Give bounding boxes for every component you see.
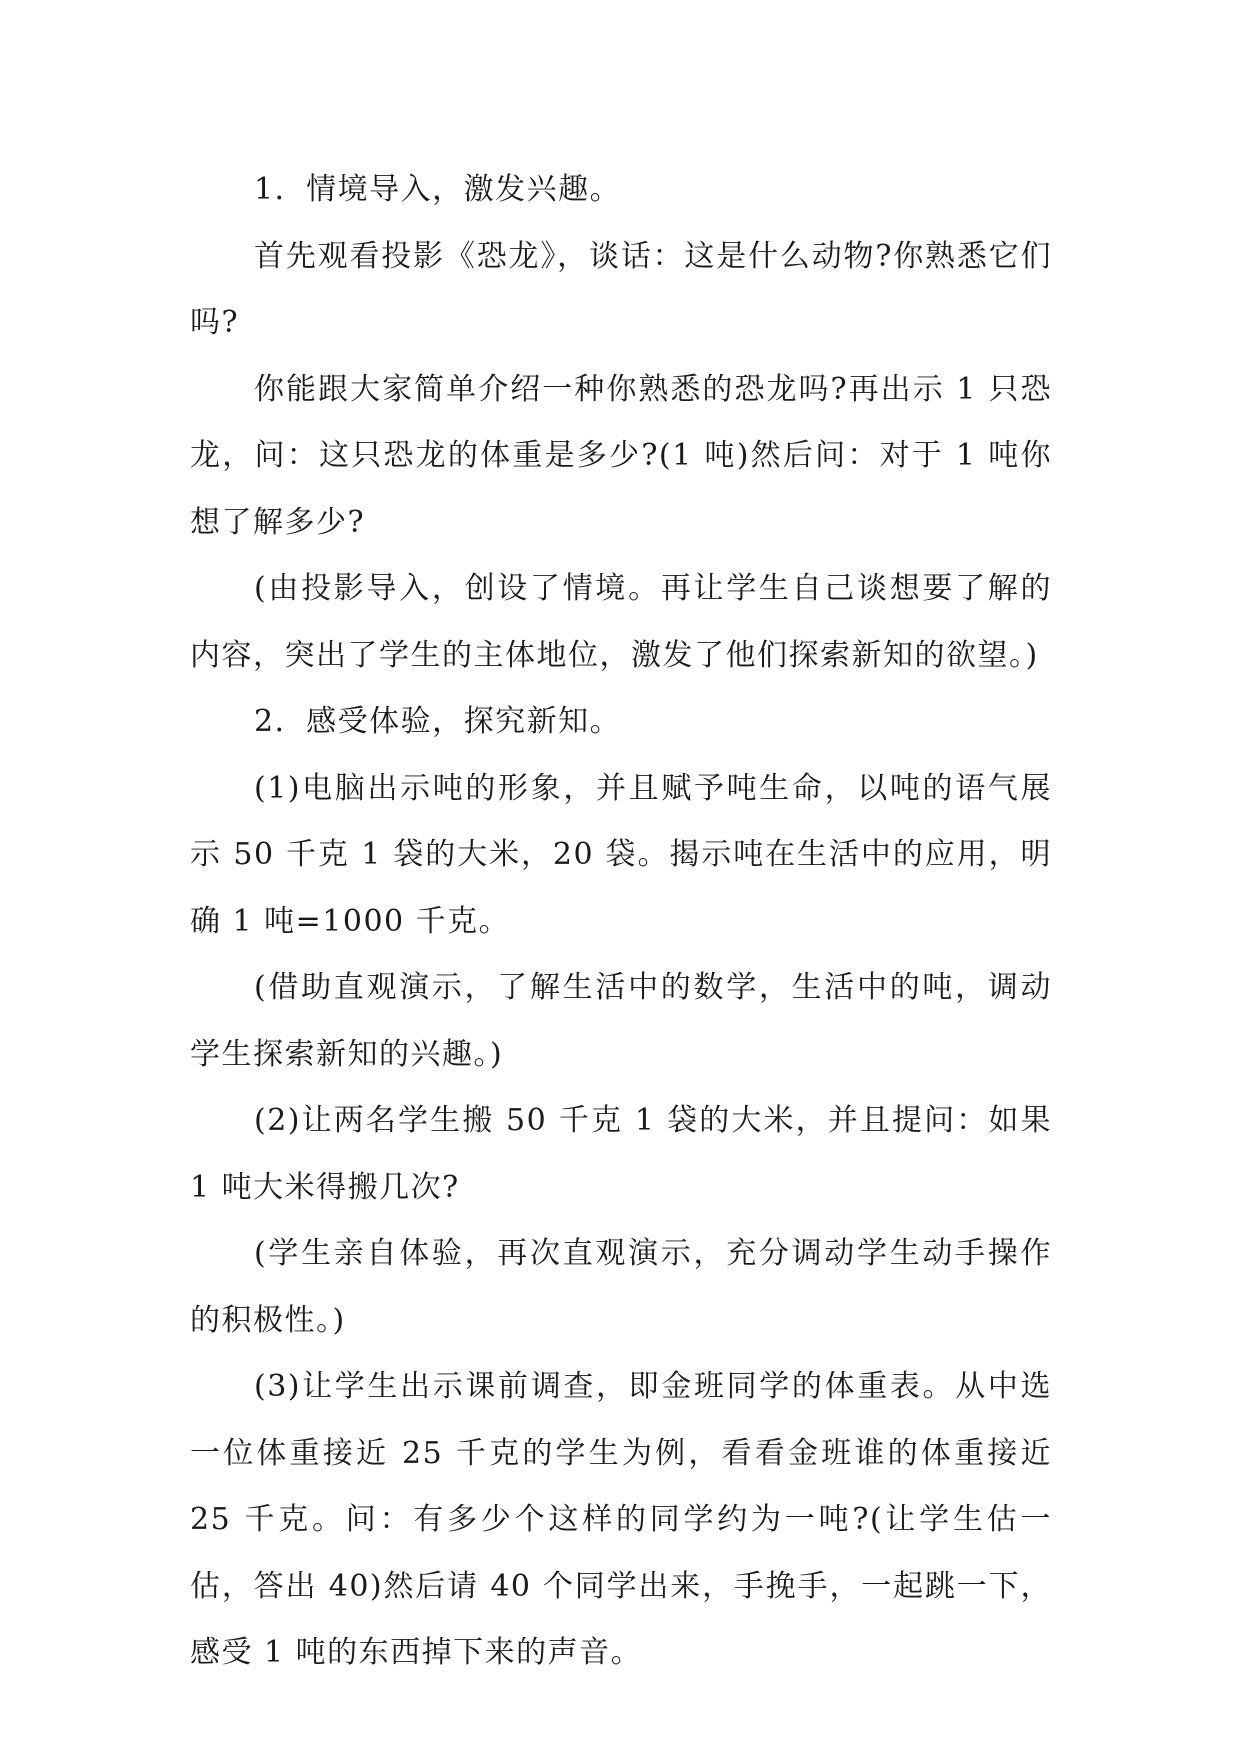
section-heading-2: 2．感受体验，探究新知。 [254, 704, 622, 739]
paragraph-note-3: (学生亲自体验，再次直观演示，充分调动学生动手操作的积极性。) [190, 1236, 1052, 1338]
paragraph-note-2: (借助直观演示，了解生活中的数学，生活中的吨，调动学生探索新知的兴趣。) [190, 970, 1052, 1072]
document-body [190, 157, 1052, 1687]
paragraph-step-1: (1)电脑出示吨的形象，并且赋予吨生命，以吨的语气展示 50 千克 1 袋的大米，20 袋。揭示吨在生活中的应用，明确 1 吨=1000 千克。 [190, 770, 1052, 939]
paragraph-intro-projection: 首先观看投影《恐龙》，谈话：这是什么动物?你熟悉它们吗? [190, 238, 1052, 340]
paragraph-step-2: (2)让两名学生搬 50 千克 1 袋的大米，并且提问：如果 1 吨大米得搬几次? [190, 1103, 1052, 1205]
paragraph-note-1: (由投影导入，创设了情境。再让学生自己谈想要了解的内容，突出了学生的主体地位，激发了他们探索新知的欲望。) [190, 571, 1052, 673]
section-heading-1: 1．情境导入，激发兴趣。 [254, 172, 622, 207]
paragraph-dinosaur-question: 你能跟大家简单介绍一种你熟悉的恐龙吗?再出示 1 只恐龙，问：这只恐龙的体重是多少?(1 吨)然后问：对于 1 吨你想了解多少? [190, 371, 1052, 540]
paragraph-step-3: (3)让学生出示课前调查，即金班同学的体重表。从中选一位体重接近 25 千克的学生为例，看看金班谁的体重接近 25 千克。问：有多少个这样的同学约为一吨?(让学生估一估，答出 40)然后请 40 个同学出来，手挽手，一起跳一下，感受 1 吨的东西掉下来的声音。 [190, 1369, 1052, 1670]
